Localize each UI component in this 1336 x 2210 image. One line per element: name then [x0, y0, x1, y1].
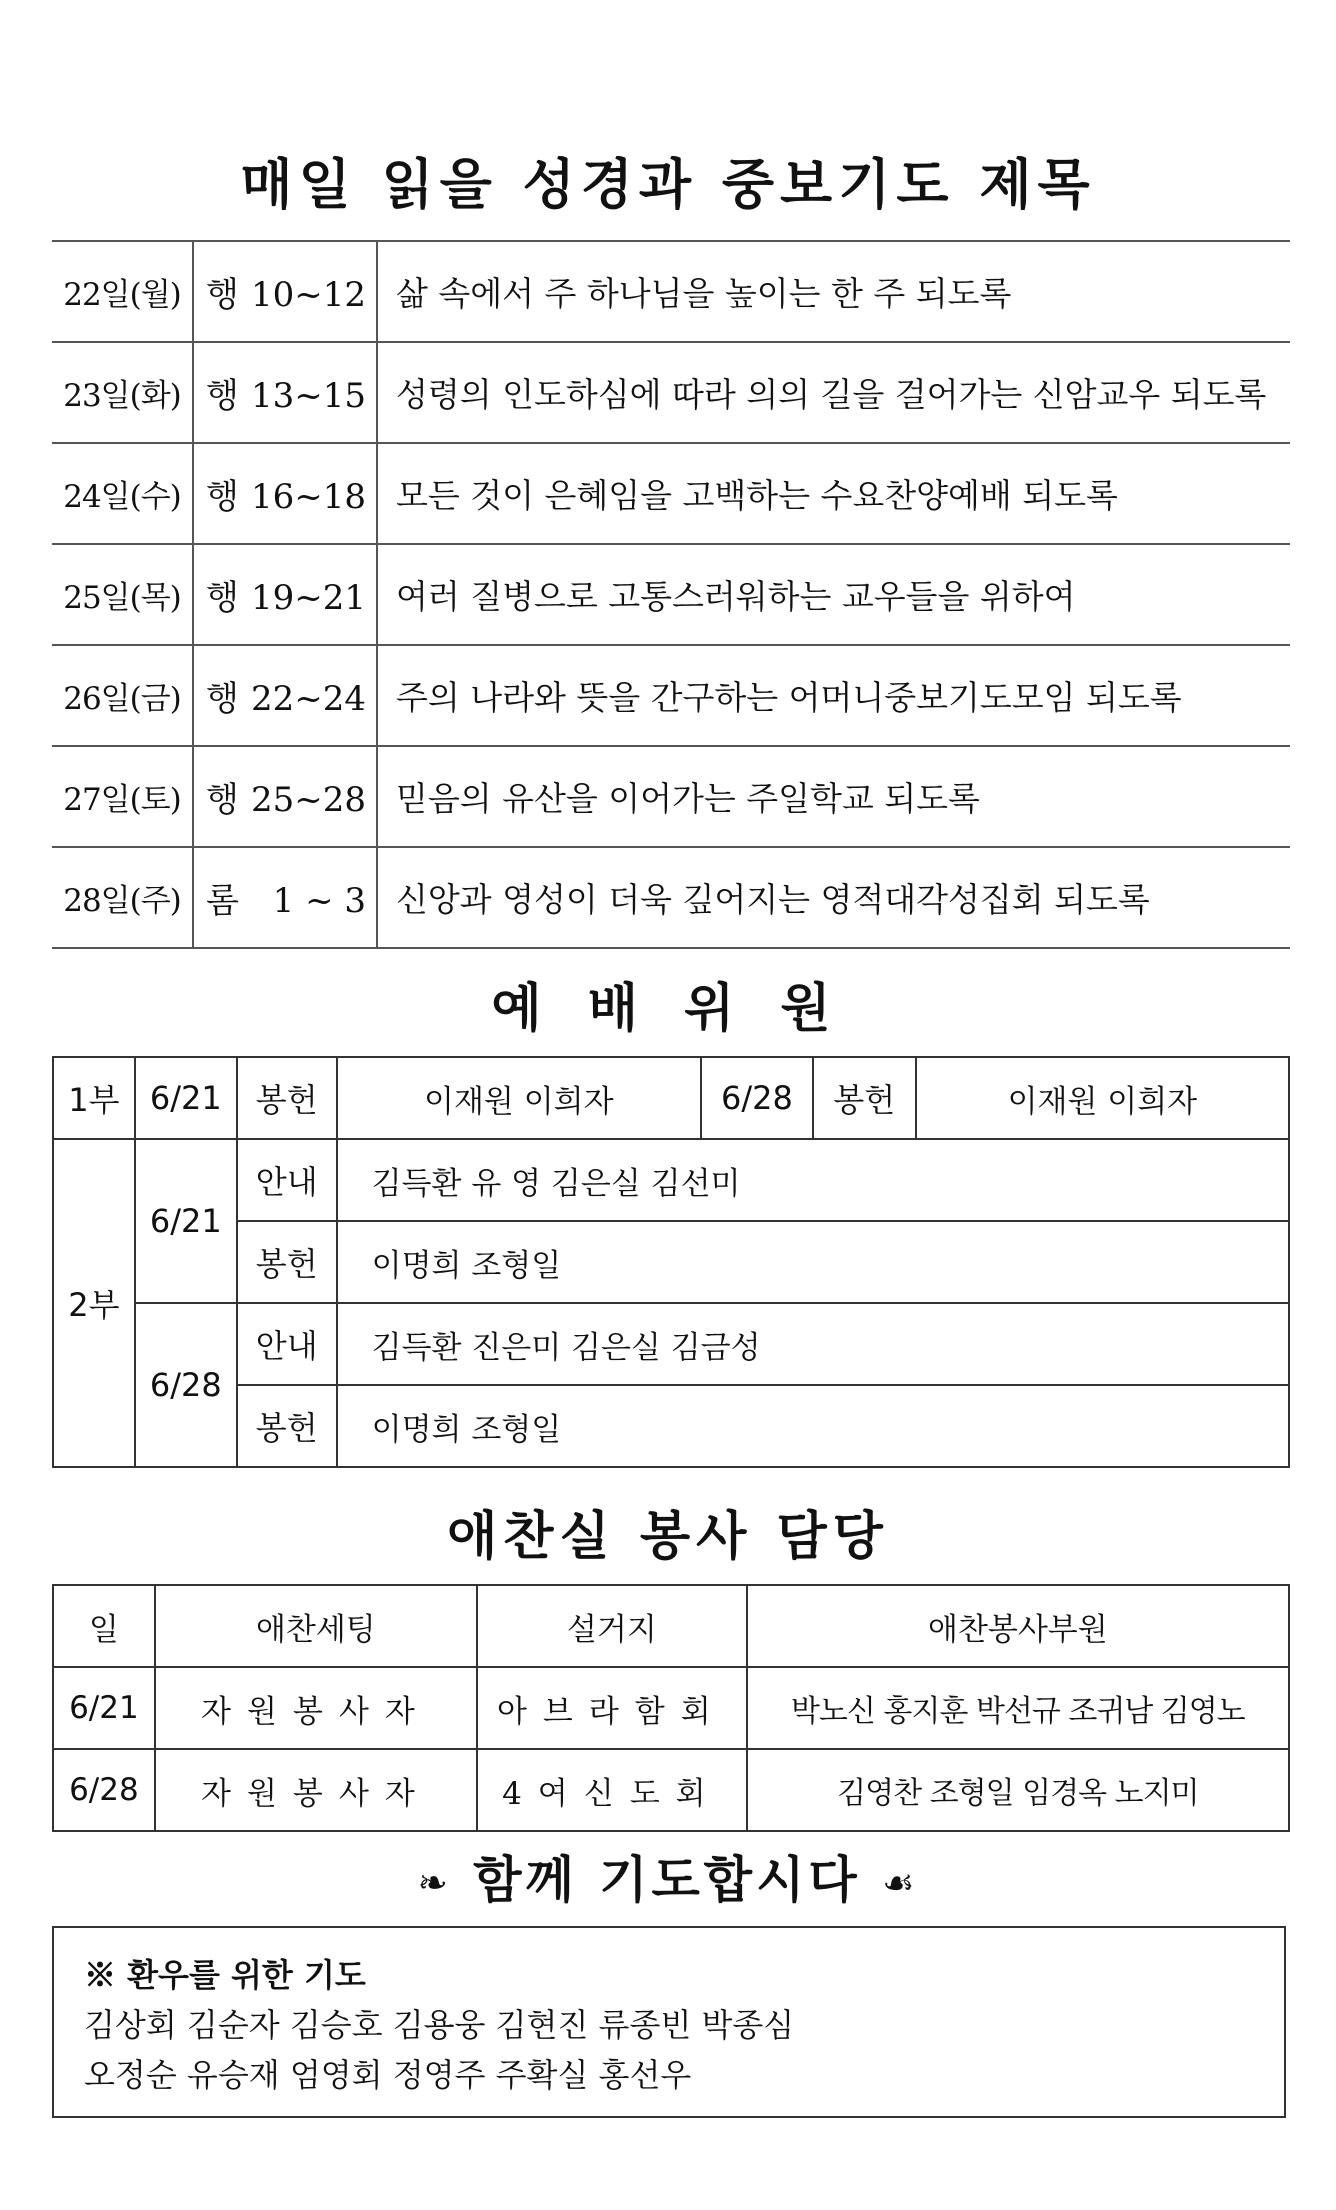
- worship-committee-table: [52, 1056, 1290, 1468]
- reading-row: [52, 544, 1290, 645]
- committee-names: 이명희 조형일: [337, 1221, 1289, 1303]
- committee-names: 김득환 진은미 김은실 김금성: [337, 1303, 1289, 1385]
- service-members: 박노신 홍지훈 박선규 조귀남 김영노: [747, 1667, 1289, 1749]
- scripture-book: 행: [206, 679, 239, 719]
- scripture-verses: 10~12: [250, 275, 366, 315]
- service-date: 6/21: [135, 1139, 237, 1303]
- scripture-reference: [193, 746, 377, 847]
- service2-row: [53, 1303, 1289, 1385]
- role-label: 봉헌: [237, 1221, 337, 1303]
- service-date: 6/28: [135, 1303, 237, 1467]
- reading-row: [52, 342, 1290, 443]
- role-label: 봉헌: [813, 1057, 916, 1139]
- prayer-title: 함께 기도합시다: [473, 1851, 861, 1909]
- service-date: 6/21: [135, 1057, 237, 1139]
- reading-day: 27일(토): [52, 746, 193, 847]
- service1-row: [53, 1057, 1289, 1139]
- column-header: 설거지: [477, 1585, 747, 1667]
- committee-names: 이명희 조형일: [337, 1385, 1289, 1467]
- column-header: 애찬세팅: [155, 1585, 477, 1667]
- committee-names: 김득환 유 영 김은실 김선미: [337, 1139, 1289, 1221]
- prayer-topic: 삶 속에서 주 하나님을 높이는 한 주 되도록: [377, 241, 1290, 342]
- reading-day: 25일(목): [52, 544, 193, 645]
- scripture-verses: 1 ~ 3: [272, 881, 366, 921]
- service-label: 2부: [53, 1139, 135, 1467]
- reading-day: 26일(금): [52, 645, 193, 746]
- scripture-verses: 19~21: [250, 578, 366, 618]
- scripture-book: 행: [206, 780, 239, 820]
- dishwashing-team: 4여신도회: [477, 1749, 747, 1831]
- reading-row: [52, 645, 1290, 746]
- service2-row: [53, 1221, 1289, 1303]
- service-date: 6/21: [53, 1667, 155, 1749]
- prayer-topic: 모든 것이 은혜임을 고백하는 수요찬양예배 되도록: [377, 443, 1290, 544]
- committee-names: 이재원 이희자: [337, 1057, 701, 1139]
- reading-day: 22일(월): [52, 241, 193, 342]
- reading-table: [52, 240, 1290, 949]
- scripture-reference: [193, 847, 377, 948]
- column-header: 일: [53, 1585, 155, 1667]
- scripture-verses: 16~18: [250, 477, 366, 517]
- reading-row: [52, 241, 1290, 342]
- scripture-reference: [193, 241, 377, 342]
- fellowship-service-table: [52, 1584, 1290, 1832]
- reading-day: 24일(수): [52, 443, 193, 544]
- reading-day: 23일(화): [52, 342, 193, 443]
- role-label: 봉헌: [237, 1057, 337, 1139]
- choir-section-title: 애찬실 봉사 담당: [447, 1507, 889, 1567]
- prayer-topic: 여러 질병으로 고통스러워하는 교우들을 위하여: [377, 544, 1290, 645]
- scripture-book: 롬: [206, 881, 239, 921]
- role-label: 봉헌: [237, 1385, 337, 1467]
- role-label: 안내: [237, 1139, 337, 1221]
- committee-names: 이재원 이희자: [916, 1057, 1289, 1139]
- reading-row: [52, 746, 1290, 847]
- service2-row: [53, 1385, 1289, 1467]
- prayer-topic: 믿음의 유산을 이어가는 주일학교 되도록: [377, 746, 1290, 847]
- role-label: 안내: [237, 1303, 337, 1385]
- table-header-row: [53, 1585, 1289, 1667]
- scripture-book: 행: [206, 275, 239, 315]
- reading-day: 28일(주): [52, 847, 193, 948]
- service-label: 1부: [53, 1057, 135, 1139]
- setting-team: 자원봉사자: [155, 1667, 477, 1749]
- reading-row: [52, 847, 1290, 948]
- service2-row: [53, 1139, 1289, 1221]
- service-date: 6/28: [53, 1749, 155, 1831]
- ornament-left-icon: ❧: [417, 1863, 452, 1904]
- prayer-topic: 주의 나라와 뜻을 간구하는 어머니중보기도모임 되도록: [377, 645, 1290, 746]
- reading-row: [52, 443, 1290, 544]
- scripture-reference: [193, 544, 377, 645]
- prayer-box: [52, 1926, 1286, 2118]
- column-header: 애찬봉사부원: [747, 1585, 1289, 1667]
- scripture-book: 행: [206, 578, 239, 618]
- scripture-book: 행: [206, 376, 239, 416]
- service-members: 김영찬 조형일 임경옥 노지미: [747, 1749, 1289, 1831]
- scripture-verses: 22~24: [250, 679, 366, 719]
- prayer-topic: 성령의 인도하심에 따라 의의 길을 걸어가는 신암교우 되도록: [377, 342, 1290, 443]
- scripture-reference: [193, 443, 377, 544]
- ornament-right-icon: ☙: [882, 1863, 919, 1904]
- scripture-verses: 25~28: [250, 780, 366, 820]
- dishwashing-team: 아브라함회: [477, 1667, 747, 1749]
- prayer-topic: 신앙과 영성이 더욱 깊어지는 영적대각성집회 되도록: [377, 847, 1290, 948]
- prayer-heading: ※ 환우를 위한 기도: [84, 1956, 366, 1994]
- reading-section-title: 매일 읽을 성경과 중보기도 제목: [240, 153, 1096, 216]
- scripture-book: 행: [206, 477, 239, 517]
- prayer-names-line: 오정순 유승재 엄영회 정영주 주확실 홍선우: [84, 2056, 692, 2094]
- table-row: [53, 1749, 1289, 1831]
- service-date: 6/28: [701, 1057, 813, 1139]
- table-row: [53, 1667, 1289, 1749]
- prayer-names-line: 김상회 김순자 김승호 김용웅 김현진 류종빈 박종심: [84, 2006, 795, 2044]
- worship-section-title: 예 배 위 원: [491, 979, 845, 1039]
- prayer-section-title: [0, 1840, 1336, 1912]
- scripture-reference: [193, 342, 377, 443]
- scripture-verses: 13~15: [250, 376, 366, 416]
- scripture-reference: [193, 645, 377, 746]
- setting-team: 자원봉사자: [155, 1749, 477, 1831]
